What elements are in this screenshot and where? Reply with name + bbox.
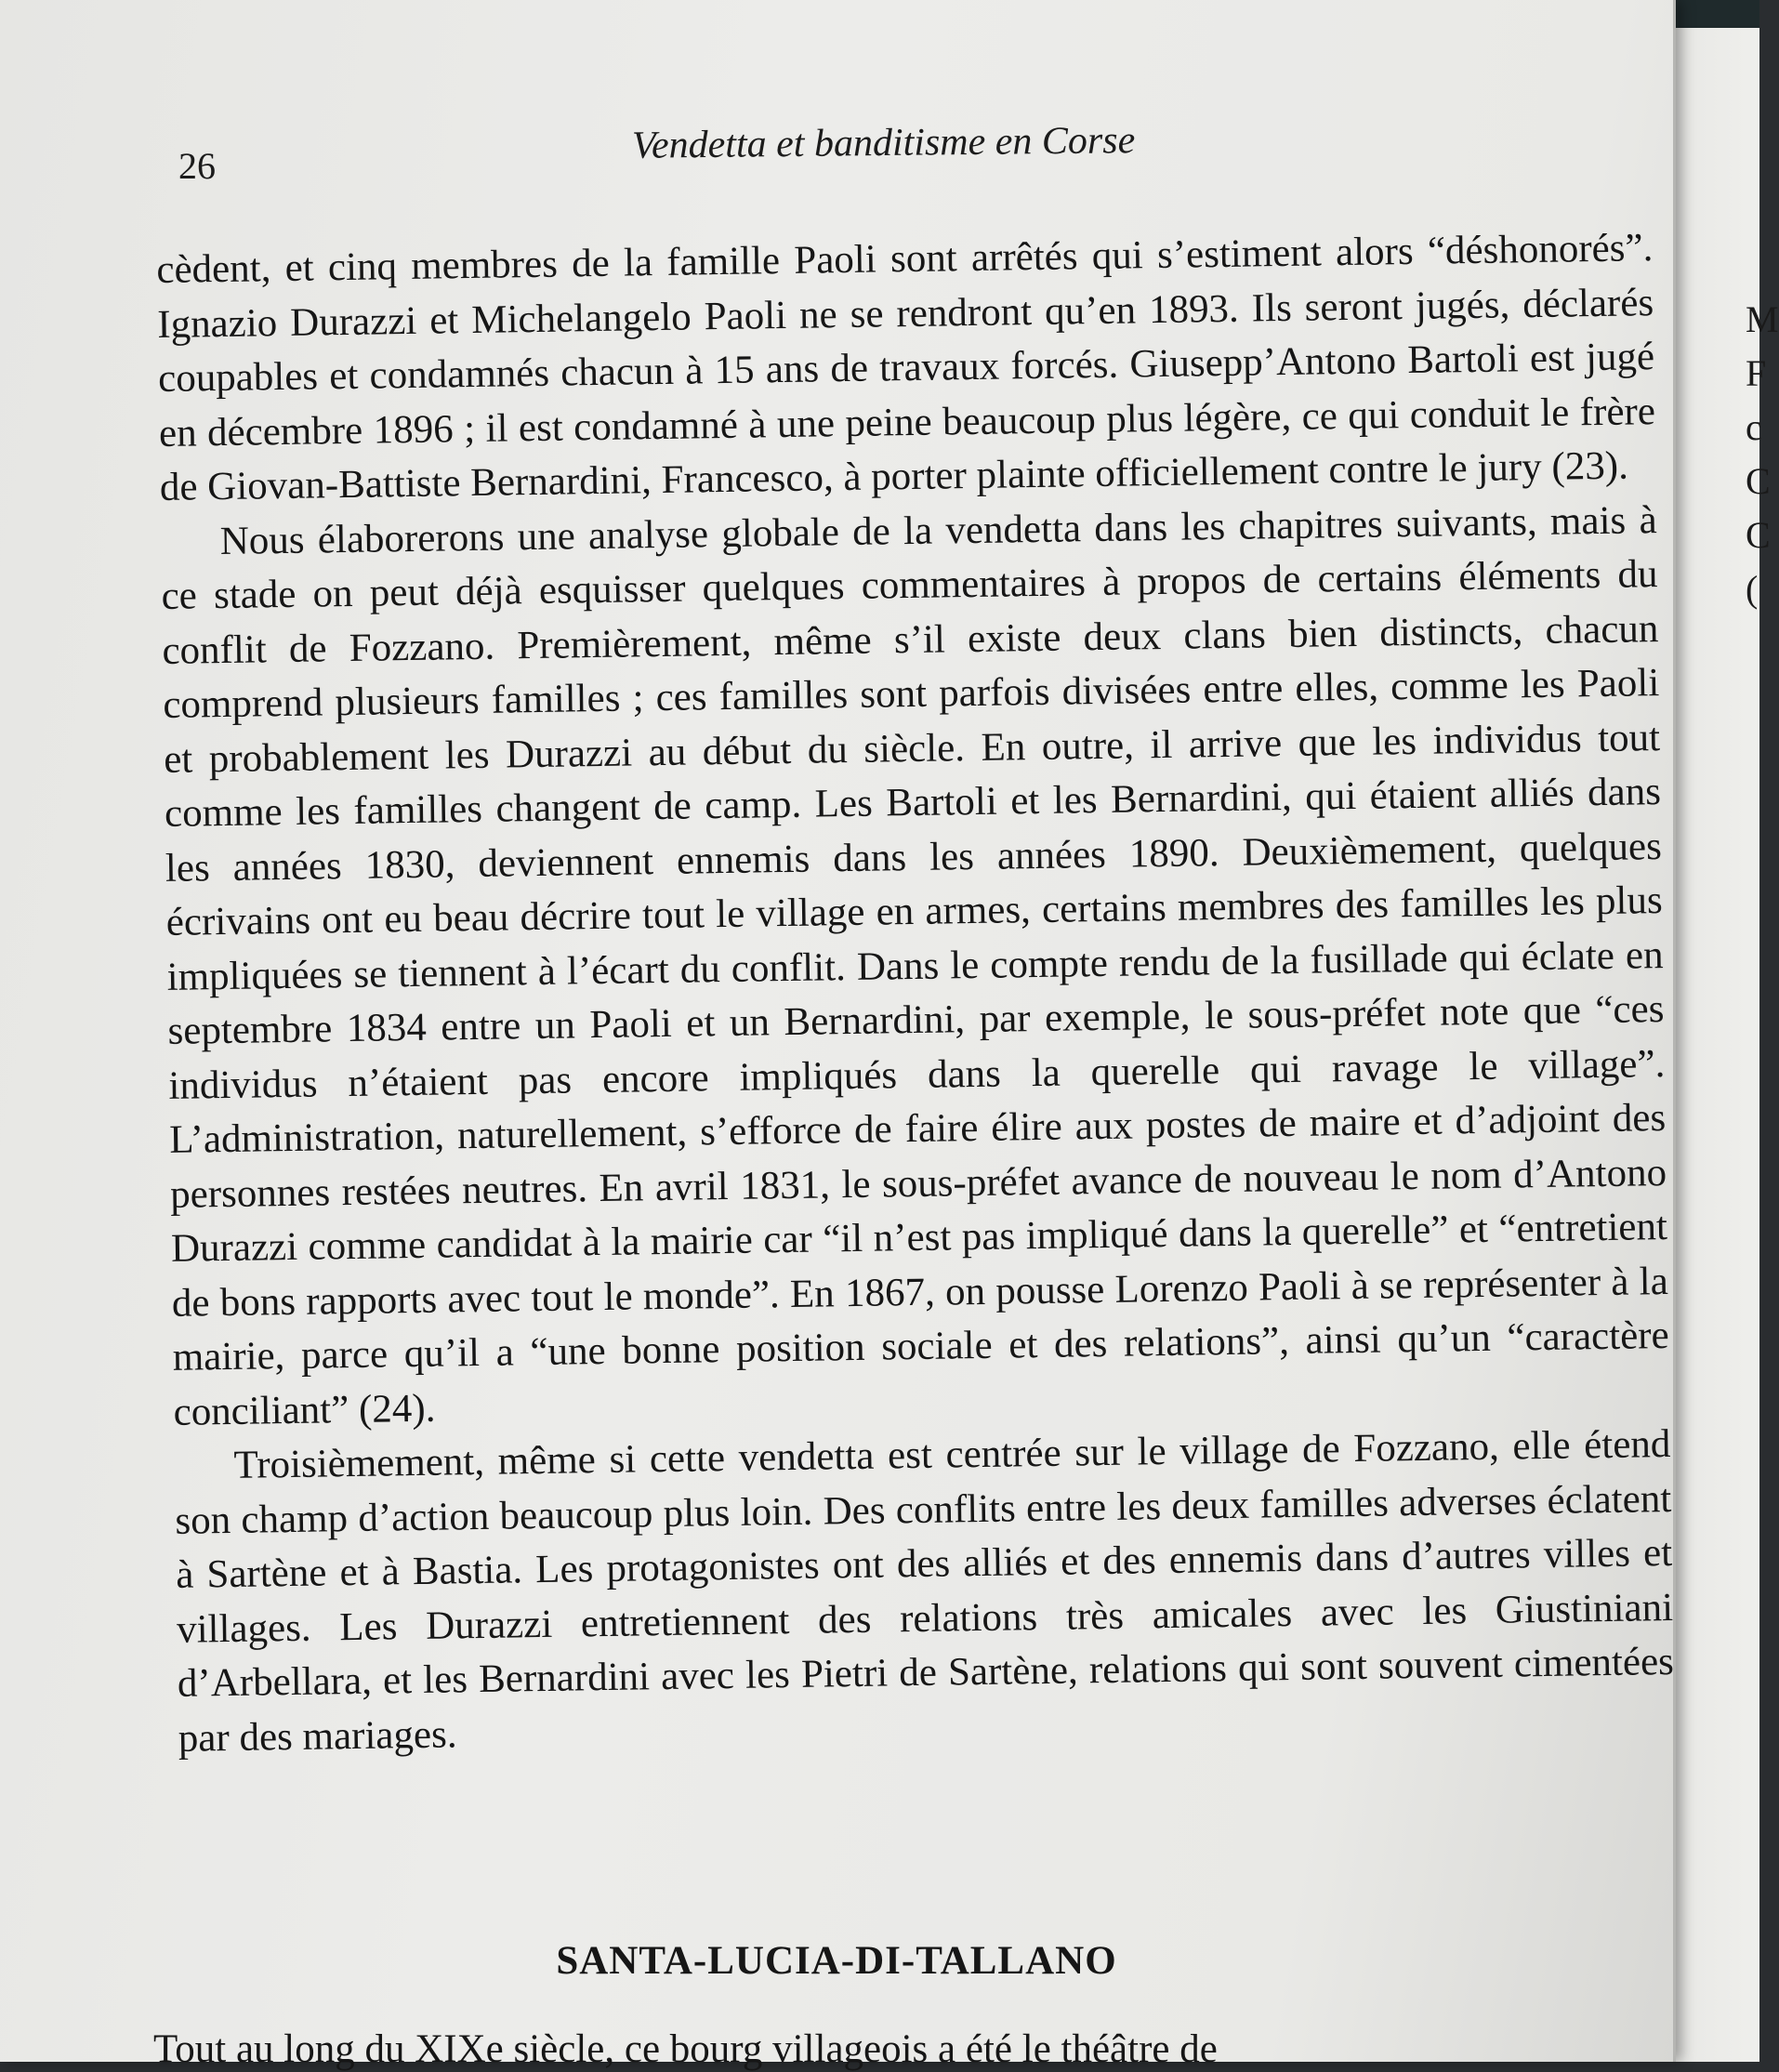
facing-page-fragment: c: [1746, 406, 1762, 448]
body-text: [156, 221, 1675, 1766]
cut-off-line: Tout au long du XIXe siècle, ce bourg villageois a été le théâtre de: [153, 2027, 1218, 2071]
facing-page-fragment: C: [1746, 514, 1771, 556]
page-number: 26: [178, 145, 216, 187]
facing-page-fragment: (: [1746, 568, 1759, 610]
facing-page-fragment: F: [1746, 352, 1767, 394]
running-header: Vendetta et banditisme en Corse: [631, 119, 1136, 167]
paragraph: cèdent, et cinq membres de la famille Paoli sont arrêtés qui s’estiment alors “déshonorés”. Ignazio Durazzi et Michelangelo Paoli ne se rendront qu’en 1893. Ils seront jugés, déclarés coupables et condamnés chacun à 15 ans de travaux forcés. Giusepp’Antono Bartoli est jugé en décembre 1896 ; il est condamné à une peine beaucoup plus légère, ce qui conduit le frère de Giovan-Battiste Bernardini, Francesco, à porter plainte officiellement contre le jury (23).: [156, 226, 1656, 509]
paragraph: Nous élaborerons une analyse globale de la vendetta dans les chapitres suivants, mais à ce stade on peut déjà esquisser quelques commentaires à propos de certains éléments du conflit de Fozzano. Premièrement, même s’il existe deux clans bien distincts, chacun comprend plusieurs familles ; ces familles sont parfois divisées entre elles, comme les Paoli et probablement les Durazzi au début du siècle. En outre, il arrive que les individus tout comme les familles changent de camp. Les Bartoli et les Bernardini, qui étaient alliés dans les années 1830, deviennent ennemis dans les années 1890. Deuxièmement, quelques écrivains ont eu beau décrire tout le village en armes, certains membres des familles les plus impliquées se tiennent à l’écart du conflit. Dans le compte rendu de la fusillade qui éclate en septembre 1834 entre un Paoli et un Bernardini, par exemple, le sous-préfet note que “ces individus n’étaient pas encore impliqués dans la querelle qui ravage le village”. L’administration, naturellement, s’efforce de faire élire aux postes de maire et d’adjoint des personnes restées neutres. En avril 1831, le sous-préfet avance de nouveau le nom d’Antono Durazzi comme candidat à la mairie car “il n’est pas impliqué dans la querelle” et “entretient de bons rapports avec tout le monde”. En 1867, on pousse Lorenzo Paoli à se représenter à la mairie, parce qu’il a “une bonne position sociale et des relations”, ainsi qu’un “caractère conciliant” (24).: [161, 497, 1669, 1434]
paragraph: Troisièmement, même si cette vendetta est centrée sur le village de Fozzano, elle étend son champ d’action beaucoup plus loin. Des conflits entre les deux familles adverses éclatent à Sartène et à Bastia. Les protagonistes ont des alliés et des ennemis dans d’autres villes et villages. Les Durazzi entretiennent des relations très amicales avec les Giustiniani d’Arbellara, et les Bernardini avec les Pietri de Sartène, relations qui sont souvent cimentées par des mariages.: [175, 1421, 1675, 1761]
section-heading: SANTA-LUCIA-DI-TALLANO: [556, 1939, 1117, 1983]
facing-page-fragment: C: [1746, 460, 1771, 502]
facing-page-fragment: M: [1746, 298, 1779, 340]
